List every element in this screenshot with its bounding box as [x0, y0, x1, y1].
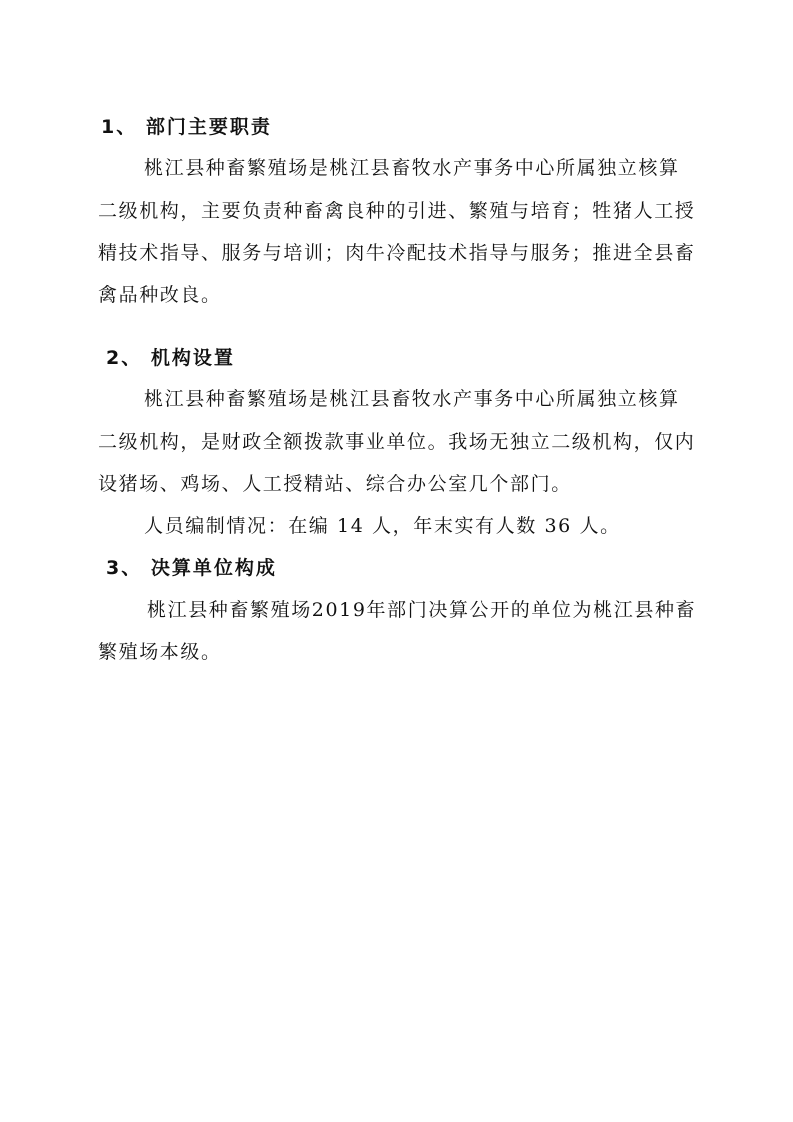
section-3-heading: 3、 决算单位构成 — [106, 557, 277, 579]
section-3-line-1: 桃江县种畜繁殖场2019年部门决算公开的单位为桃江县种畜 — [147, 599, 697, 621]
section-1-line-1: 桃江县种畜繁殖场是桃江县畜牧水产事务中心所属独立核算 — [144, 157, 680, 179]
section-2-heading: 2、 机构设置 — [106, 347, 235, 369]
section-2-line-3: 设猪场、鸡场、人工授精站、综合办公室几个部门。 — [98, 473, 572, 495]
section-2-line-1: 桃江县种畜繁殖场是桃江县畜牧水产事务中心所属独立核算 — [144, 388, 680, 410]
section-3-line-2: 繁殖场本级。 — [98, 641, 222, 663]
section-1-line-4: 禽品种改良。 — [98, 284, 222, 306]
section-1-heading: 1、 部门主要职责 — [101, 116, 272, 138]
section-1-line-2: 二级机构，主要负责种畜禽良种的引进、繁殖与培育；牲猪人工授 — [98, 200, 696, 222]
section-1-line-3: 精技术指导、服务与培训；肉牛冷配技术指导与服务；推进全县畜 — [98, 242, 696, 264]
staffing-line: 人员编制情况：在编 14 人，年末实有人数 36 人。 — [144, 515, 621, 537]
section-2-line-2: 二级机构，是财政全额拨款事业单位。我场无独立二级机构，仅内 — [98, 431, 696, 453]
